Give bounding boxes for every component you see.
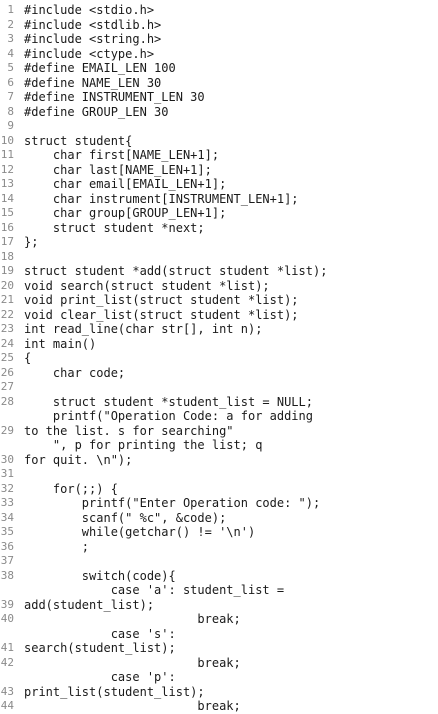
line-number: 17: [0, 235, 14, 248]
code-text: break;: [24, 612, 241, 626]
code-line[interactable]: [0, 235, 438, 250]
code-text: search(student_list);: [24, 641, 176, 655]
code-line[interactable]: [0, 148, 438, 163]
code-text: int read_line(char str[], int n);: [24, 322, 263, 336]
code-line[interactable]: [0, 438, 438, 453]
code-text: char code;: [24, 365, 126, 380]
code-text: int main(): [24, 336, 97, 351]
code-text: break;: [24, 699, 241, 713]
code-line[interactable]: [0, 337, 438, 352]
code-line[interactable]: [0, 119, 438, 134]
line-number: 34: [0, 510, 14, 524]
code-text: while(getchar() != '\n'): [24, 525, 256, 539]
line-number: 15: [0, 206, 14, 219]
code-line[interactable]: [0, 192, 438, 207]
code-text: print_list(student_list);: [24, 684, 205, 699]
code-line[interactable]: [0, 627, 438, 642]
line-number: 9: [7, 119, 14, 132]
code-text: scanf(" %c", &code);: [24, 510, 227, 525]
code-line[interactable]: [0, 395, 438, 410]
code-line[interactable]: [0, 699, 438, 714]
line-number: 32: [0, 481, 14, 495]
code-line[interactable]: [0, 482, 438, 497]
code-line[interactable]: [0, 322, 438, 337]
line-number: 31: [0, 467, 14, 480]
line-number: 16: [0, 220, 14, 234]
code-text: #define GROUP_LEN 30: [24, 104, 169, 119]
code-text: for quit. \n");: [24, 452, 133, 467]
code-line[interactable]: [0, 163, 438, 178]
line-number: 36: [0, 539, 14, 553]
code-line[interactable]: [0, 308, 438, 323]
code-text: #define INSTRUMENT_LEN 30: [24, 90, 205, 104]
line-number: 23: [0, 322, 14, 335]
code-text: #include <stdio.h>: [24, 3, 155, 17]
code-line[interactable]: [0, 221, 438, 236]
line-number: 5: [7, 61, 14, 74]
code-text: struct student{: [24, 133, 133, 148]
line-number: 35: [0, 525, 14, 538]
code-line[interactable]: [0, 540, 438, 555]
code-text: struct student *next;: [24, 220, 205, 235]
code-line[interactable]: [0, 177, 438, 192]
line-number: 25: [0, 351, 14, 364]
code-text: break;: [24, 655, 241, 670]
code-text: };: [24, 235, 39, 249]
line-number: 19: [0, 264, 14, 277]
code-line[interactable]: [0, 293, 438, 308]
line-number: 20: [0, 278, 14, 292]
code-line[interactable]: [0, 467, 438, 482]
code-text: #include <string.h>: [24, 32, 162, 46]
code-line[interactable]: [0, 61, 438, 76]
line-number: 4: [7, 46, 14, 60]
code-line[interactable]: [0, 670, 438, 685]
code-line[interactable]: [0, 598, 438, 613]
code-line[interactable]: [0, 76, 438, 91]
line-number: 8: [7, 104, 14, 118]
code-line[interactable]: [0, 47, 438, 62]
code-line[interactable]: [0, 525, 438, 540]
line-number: 21: [0, 293, 14, 306]
code-line[interactable]: [0, 351, 438, 366]
line-number: 29: [0, 423, 14, 437]
code-text: void search(struct student *list);: [24, 278, 270, 293]
code-text: {: [24, 351, 32, 365]
line-number: 7: [7, 90, 14, 103]
code-line[interactable]: [0, 656, 438, 671]
line-number: 22: [0, 307, 14, 321]
code-text: printf("Operation Code: a for adding: [24, 409, 313, 423]
code-text: #include <stdlib.h>: [24, 17, 162, 32]
line-number: 26: [0, 365, 14, 379]
code-text: #include <ctype.h>: [24, 46, 155, 61]
code-line[interactable]: [0, 453, 438, 468]
code-text: ", p for printing the list; q: [24, 438, 263, 452]
code-text: #define NAME_LEN 30: [24, 75, 162, 90]
code-line[interactable]: [0, 380, 438, 395]
line-number: 44: [0, 699, 14, 712]
code-text: switch(code){: [24, 568, 176, 583]
code-line[interactable]: [0, 250, 438, 265]
line-number: 11: [0, 148, 14, 161]
line-number: 37: [0, 554, 14, 567]
code-line[interactable]: [0, 3, 438, 18]
line-number: 1: [7, 3, 14, 16]
code-line[interactable]: [0, 424, 438, 439]
code-text: struct student *student_list = NULL;: [24, 394, 313, 409]
code-line[interactable]: [0, 583, 438, 598]
code-line[interactable]: [0, 18, 438, 33]
code-line[interactable]: [0, 105, 438, 120]
line-number: 40: [0, 612, 14, 625]
line-number: 14: [0, 191, 14, 205]
code-line[interactable]: [0, 366, 438, 381]
line-number: 3: [7, 32, 14, 45]
code-text: char email[EMAIL_LEN+1];: [24, 177, 227, 191]
line-number: 43: [0, 684, 14, 698]
code-line[interactable]: [0, 134, 438, 149]
code-text: case 'p':: [24, 670, 176, 684]
code-text: case 's':: [24, 626, 176, 641]
code-text: char last[NAME_LEN+1];: [24, 162, 212, 177]
code-line[interactable]: [0, 90, 438, 105]
code-line[interactable]: [0, 685, 438, 700]
code-text: void print_list(struct student *list);: [24, 293, 299, 307]
code-line[interactable]: [0, 569, 438, 584]
line-number: 42: [0, 655, 14, 669]
line-number: 33: [0, 496, 14, 509]
code-line[interactable]: [0, 206, 438, 221]
code-text: for(;;) {: [24, 481, 118, 496]
code-line[interactable]: [0, 32, 438, 47]
code-text: char group[GROUP_LEN+1];: [24, 206, 227, 220]
code-text: case 'a': student_list =: [24, 583, 285, 597]
line-number: 28: [0, 394, 14, 408]
code-line[interactable]: [0, 279, 438, 294]
line-number: 38: [0, 568, 14, 582]
line-number: 30: [0, 452, 14, 466]
line-number: 2: [7, 17, 14, 31]
code-text: char first[NAME_LEN+1];: [24, 148, 220, 162]
code-text: char instrument[INSTRUMENT_LEN+1];: [24, 191, 299, 206]
line-number: 24: [0, 336, 14, 350]
line-number: 6: [7, 75, 14, 89]
code-text: add(student_list);: [24, 597, 155, 612]
code-line[interactable]: [0, 496, 438, 511]
line-number: 18: [0, 249, 14, 263]
code-text: struct student *add(struct student *list);: [24, 264, 328, 278]
line-number: 12: [0, 162, 14, 176]
code-text: #define EMAIL_LEN 100: [24, 61, 176, 75]
code-text: ;: [24, 539, 90, 554]
code-line[interactable]: [0, 264, 438, 279]
line-number: 41: [0, 641, 14, 654]
code-line[interactable]: [0, 612, 438, 627]
code-line[interactable]: [0, 554, 438, 569]
code-line[interactable]: [0, 641, 438, 656]
code-text: printf("Enter Operation code: ");: [24, 496, 321, 510]
line-number: 10: [0, 133, 14, 147]
code-text: to the list. s for searching": [24, 423, 234, 438]
line-number: 13: [0, 177, 14, 190]
line-number: 39: [0, 597, 14, 611]
line-number: 27: [0, 380, 14, 393]
code-line[interactable]: [0, 511, 438, 526]
code-text: void clear_list(struct student *list);: [24, 307, 299, 322]
code-line[interactable]: [0, 409, 438, 424]
